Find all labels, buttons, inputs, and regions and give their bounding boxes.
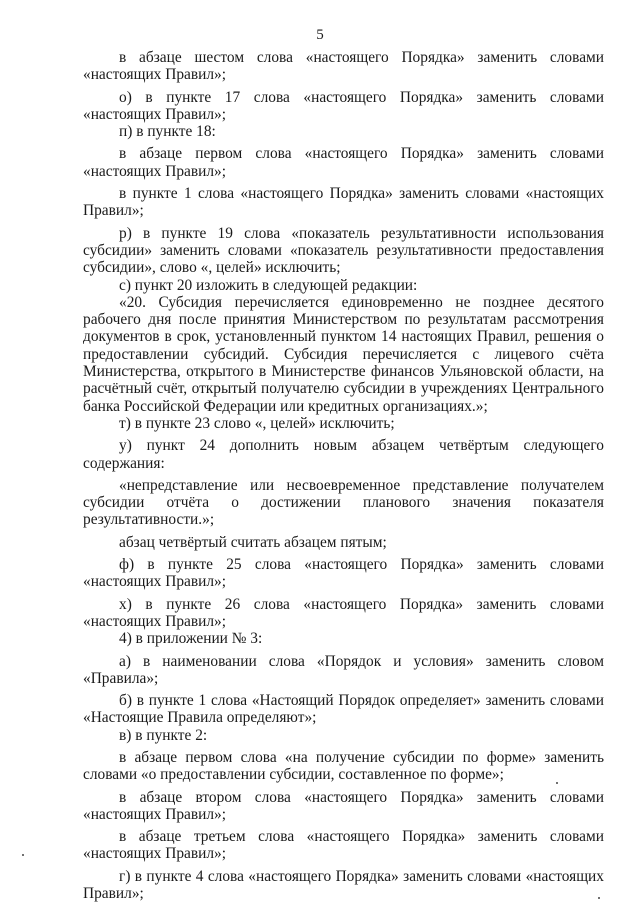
page-number: 5 [316, 27, 324, 43]
document-body [83, 49, 604, 902]
paragraph-item-r: р) в пункте 19 слова «показатель результативности использования субсидии» заменить словами «показатель результативности предоставления субсидии», слово «, целей» исключить; [83, 224, 604, 277]
paragraph-quote-point-20: «20. Субсидия перечисляется единовременно не позднее десятого рабочего дня после принятия Министерством по результатам рассмотрения документов в срок, установленный пунктом 14 настоящих Правил, решения о предоставлении субсидий. Субсидия перечисляется с лицевого счёта Министерства, открытого в Министерстве финансов Ульяновской области, на расчётный счёт, открытый получателю субсидии в учреждениях Центрального банка Российской Федерации или кредитных организациях.»; [83, 293, 604, 415]
scan-speck [556, 782, 558, 784]
scan-speck [598, 897, 600, 899]
paragraph-appendix-item-v-second: в абзаце втором слова «настоящего Порядка» заменить словами «настоящих Правил»; [83, 788, 604, 823]
paragraph-appendix-3: 4) в приложении № 3: [119, 630, 263, 648]
paragraph-paragraph-6-amendment: в абзаце шестом слова «настоящего Порядка» заменить словами «настоящих Правил»; [83, 49, 604, 84]
paragraph-item-t: т) в пункте 23 слово «, целей» исключить; [119, 414, 395, 432]
paragraph-appendix-item-v-third: в абзаце третьем слова «настоящего Порядка» заменить словами «настоящих Правил»; [83, 828, 604, 863]
paragraph-appendix-item-v-first: в абзаце первом слова «на получение субсидии по форме» заменить словами «о предоставлении субсидии, составленное по форме»; [83, 748, 604, 784]
paragraph-item-f: ф) в пункте 25 слова «настоящего Порядка» заменить словами «настоящих Правил»; [83, 556, 604, 591]
paragraph-appendix-item-a: а) в наименовании слова «Порядок и условия» заменить словом «Правила»; [83, 652, 604, 687]
paragraph-item-p: п) в пункте 18: [119, 123, 216, 141]
paragraph-appendix-item-g: г) в пункте 4 слова «настоящего Порядка» заменить словами «настоящих Правил»; [83, 867, 604, 903]
paragraph-item-u: у) пункт 24 дополнить новым абзацем четвёртым следующего содержания: [83, 437, 604, 472]
paragraph-item-o: о) в пункте 17 слова «настоящего Порядка» заменить словами «настоящих Правил»; [83, 88, 604, 123]
paragraph-appendix-item-b: б) в пункте 1 слова «Настоящий Порядок определяет» заменить словами «Настоящие Правила определяют»; [83, 692, 604, 727]
paragraph-item-p-point-1: в пункте 1 слова «настоящего Порядка» заменить словами «настоящих Правил»; [83, 185, 604, 220]
paragraph-item-p-first-paragraph: в абзаце первом слова «настоящего Порядка» заменить словами «настоящих Правил»; [83, 145, 604, 180]
scan-speck [22, 854, 24, 856]
paragraph-renumber: абзац четвёртый считать абзацем пятым; [119, 533, 387, 551]
paragraph-quote-new-clause: «непредставление или несвоевременное представление получателем субсидии отчёта о достижении планового значения показателя результативности.»; [83, 476, 604, 529]
paragraph-item-s: с) пункт 20 изложить в следующей редакции: [119, 276, 418, 294]
paragraph-appendix-item-v: в) в пункте 2: [119, 726, 208, 744]
paragraph-item-kh: х) в пункте 26 слова «настоящего Порядка» заменить словами «настоящих Правил»; [83, 595, 604, 630]
